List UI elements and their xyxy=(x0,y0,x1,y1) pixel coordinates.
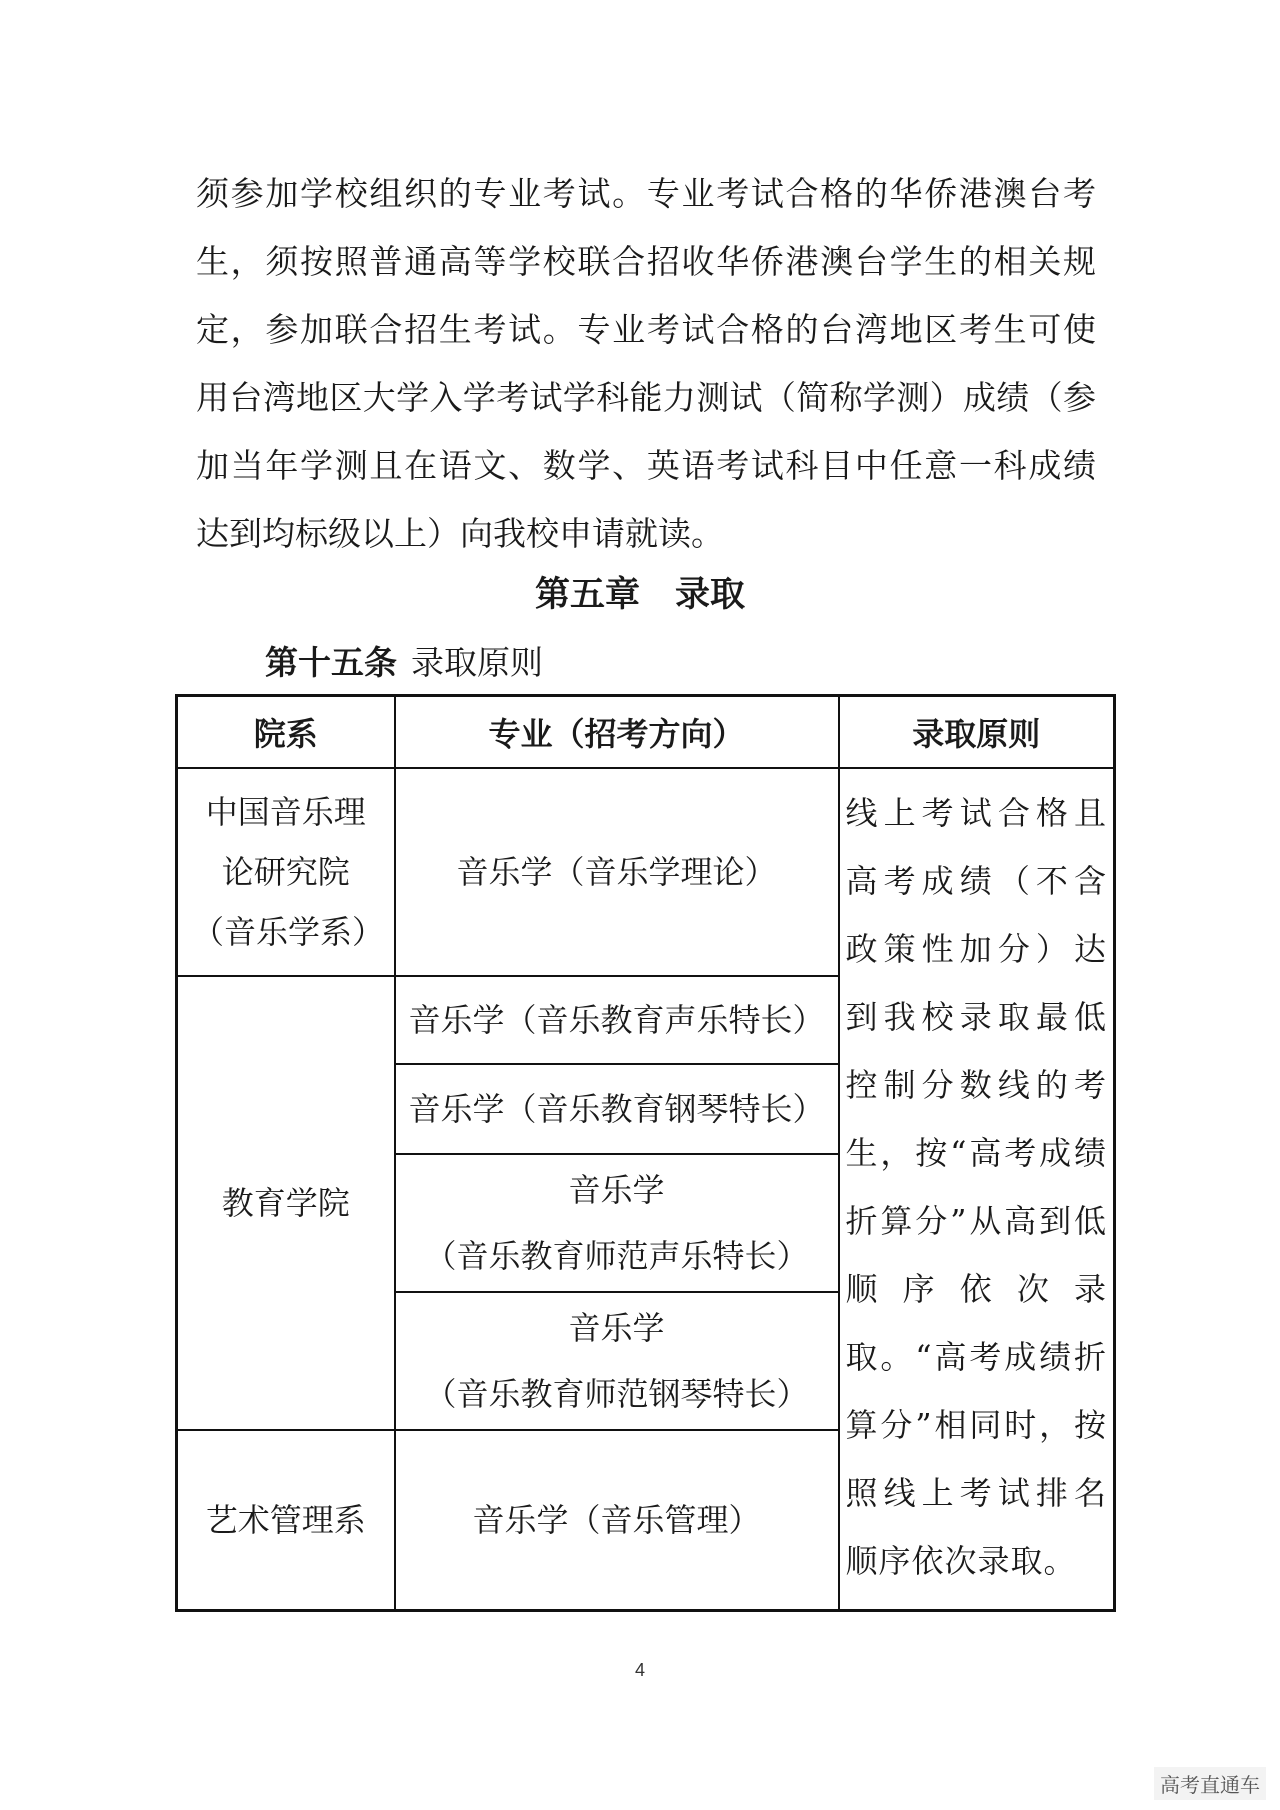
body-paragraph xyxy=(196,160,1096,568)
admission-table xyxy=(175,694,1116,1612)
major-management: 音乐学（音乐管理） xyxy=(395,1430,839,1611)
paragraph-line: 定，参加联合招生考试。专业考试合格的台湾地区考生可使 xyxy=(196,310,1096,349)
major-line: 音乐学 xyxy=(568,1171,665,1209)
header-principle: 录取原则 xyxy=(839,696,1115,769)
chapter-title: 第五章 录取 xyxy=(534,575,745,615)
article-heading xyxy=(265,636,543,690)
department-music-theory: 中国音乐理论研究院（音乐学系） xyxy=(177,768,395,976)
major-line: 音乐学 xyxy=(568,1309,665,1347)
major-music-theory: 音乐学（音乐学理论） xyxy=(395,768,839,976)
paragraph-line: 达到均标级以上）向我校申请就读。 xyxy=(196,514,724,553)
table-header-row xyxy=(177,696,1115,769)
major-normal-vocal xyxy=(395,1154,839,1292)
header-department: 院系 xyxy=(177,696,395,769)
watermark: 高考直通车 xyxy=(1154,1767,1266,1800)
major-line: （音乐教育师范钢琴特长） xyxy=(424,1375,809,1413)
paragraph-line: 用台湾地区大学入学考试学科能力测试（简称学测）成绩（参 xyxy=(196,378,1096,417)
admission-principle: 线上考试合格且高考成绩（不含政策性加分）达到我校录取最低控制分数线的考生，按“高考成绩折算分”从高到低顺序依次录取。“高考成绩折算分”相同时，按照线上考试排名顺序依次录取。 xyxy=(839,768,1115,1611)
article-title: 录取原则 xyxy=(411,643,543,682)
paragraph-line: 加当年学测且在语文、数学、英语考试科目中任意一科成绩 xyxy=(196,446,1096,485)
major-edu-piano: 音乐学（音乐教育钢琴特长） xyxy=(395,1064,839,1154)
paragraph-line: 须参加学校组织的专业考试。专业考试合格的华侨港澳台考 xyxy=(196,174,1096,213)
header-major: 专业（招考方向） xyxy=(395,696,839,769)
department-education: 教育学院 xyxy=(177,976,395,1430)
major-edu-vocal: 音乐学（音乐教育声乐特长） xyxy=(395,976,839,1064)
major-normal-piano xyxy=(395,1292,839,1430)
article-number: 第十五条 xyxy=(265,643,397,682)
paragraph-line: 生，须按照普通高等学校联合招收华侨港澳台学生的相关规 xyxy=(196,242,1096,281)
page-number: 4 xyxy=(634,1660,645,1680)
department-arts-management: 艺术管理系 xyxy=(177,1430,395,1611)
table-row xyxy=(177,768,1115,976)
major-line: （音乐教育师范声乐特长） xyxy=(424,1237,809,1275)
